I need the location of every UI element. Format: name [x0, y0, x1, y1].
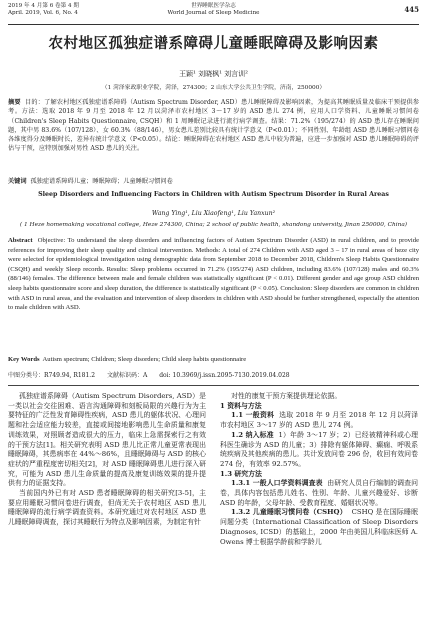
paragraph-1-2: [220, 431, 418, 470]
text-1-3-1: 由研究人员自行编制的调查问卷，具体内容包括患儿姓名、性别、年龄、儿童兴趣爱好、诊断 ASD 的年龄，父母年龄、受教育程度、婚姻状况等。: [220, 479, 418, 507]
affiliation-en: ( 1 Heze homemaking vocational college, Heze 274300, China; 2 school of public health, shandong university, Jinan 250000, China): [19, 222, 408, 228]
keywords-cn: [8, 177, 419, 186]
keywords-en: [8, 355, 419, 365]
abstract-en: [8, 236, 419, 313]
journal-name-en: World Journal of Sleep Medicine: [167, 10, 260, 16]
paragraph-1-3-2: [220, 508, 418, 547]
abstract-en-label: Abstract: [8, 237, 33, 244]
authors-cn: 王颖¹ 刘晓枫¹ 刘言训²: [179, 70, 248, 78]
text-1-1: 选取 2018 年 9 月至 2018 年 12 月以菏泽市农村地区 3～17 岁的 ASD 患儿 274 例。: [220, 411, 419, 430]
paragraph-1-1: [220, 411, 418, 430]
issue-cn: 2019 年 4 月第 6 卷第 4 期: [8, 3, 79, 9]
article-title-cn: 农村地区孤独症谱系障碍儿童睡眠障碍及影响因素: [48, 35, 379, 52]
title-en-line: Sleep Disorders and Influencing Factors in Children with Autism Spectrum Disorder in Rural Areas: [38, 191, 389, 198]
section-heading-methods: 1 资料与方法: [220, 401, 262, 410]
paragraph-1-3-1: [220, 479, 418, 508]
doi: doi: 10.3969/j.issn.2095-7130.2019.04.028: [159, 372, 290, 379]
header-center: [8, 3, 419, 17]
clc-number: 中图分类号：R749.94, R181.2: [8, 372, 96, 379]
document-code: 文献标识码：A: [106, 372, 148, 379]
article-meta: [8, 371, 419, 380]
abstract-en-text: Objective: To understand the sleep disorders and influencing factors of Autism Spectrum Disorder (ASD) in rural children, and to provide references for improving their sleep quality and clinical intervention. Methods: A total of 274 Children with ASD aged 3 – 17 in rural areas of heze city were selected for epidemiological investigation using demographic data from September 2018 to December 2018, Children's Sleep Habits Questionnaire (CSQH) and weekly Sleep records. Results: Sleep problems occurred in 71.2% (195/274) ASD children, including 83.6% (107/128) males and 60.3% (88/146) females. The difference between male and female children was statistically significant (P < 0.01). Different gender and age group ASD children sleep habits questionnaire score and sleep duration, the difference is statistically significant (P < 0.05). Conclusion: Sleep disorders are common in children with ASD in rural areas, and the evaluation and intervention of sleep disorders in children with ASD should be further strengthened, especially the attention to male children with ASD.: [8, 237, 419, 312]
keywords-en-label: Key Words: [8, 356, 40, 363]
body-column-left: [8, 392, 206, 528]
affiliation-cn: （1 菏泽家政职业学院，菏泽，274300；2 山东大学公共卫生学院，济南，250000）: [101, 85, 326, 91]
subheading-1-3-2: 1.3.2 儿童睡眠习惯问卷（CSHQ）: [231, 508, 347, 517]
issue-en: April. 2019, Vol. 6, No. 4: [8, 10, 78, 16]
page-number: 445: [404, 5, 419, 14]
journal-header: [8, 2, 419, 25]
keywords-cn-text: 孤独症谱系障碍儿童；睡眠障碍；儿童睡眠习惯问卷: [30, 178, 173, 185]
authors-en: Wang Ying¹, Liu Xiaofeng¹, Liu Yanxun²: [151, 210, 276, 217]
subheading-1-3-1: 1.3.1 一般人口学资料调查表: [231, 479, 323, 488]
article-title-en: [0, 190, 427, 199]
subheading-1-1: 1.1 一般资料: [231, 411, 275, 420]
abstract-cn-text: 目的：了解农村地区孤独症谱系障碍（Autism Spectrum Disorder, ASD）患儿睡眠障碍及影响因素，为提高其睡眠质量及临床干预提供参考。方法：选取 2018 年 9 月至 2018 年 12 月以菏泽市农村地区 3～17 岁的 ASD 患儿 274 例，应用人口学资料、儿童睡眠习惯问卷（Children's Sleep Habits Questionnaire, CSQH）和 1 周睡眠记录进行流行病学调查。结果：71.2%（195/274）的 ASD 患儿存在睡眠问题，其中男 83.6%（107/128）、女 60.3%（88/146），男女患儿差别比较具有统计学意义（P<0.01）；不同性别、年龄组 ASD 患儿睡眠习惯问卷各维度得分及睡眠时长，差异有统计学意义（P<0.05）。结论：睡眠障碍在农村地区 ASD 患儿中较为普遍，应进一步加强对 ASD 患儿睡眠障碍的评估与干预，应特别加强对男性 ASD 患儿的关注。: [8, 99, 420, 153]
paragraph-intro-1: 孤独症谱系障碍（Autism Spectrum Disorders, ASD）是一类以社会交往困难、语言沟通障碍和刻板局限的兴趣行为为主要特征的广泛性发育障碍性疾病，ASD 患儿的躯体状况、心理问题和社会适应能力较差，直接或间接地影响患儿生命质量和康复训练效果，对照顾者造成很大的压力，临床上急需探索行之有效的干预方法[1]。相关研究表明 ASD 患儿比正常儿童更常表现出睡眠障碍，其患病率在 44%～86%，且睡眠障碍与 ASD 的核心症状的严重程度密切相关[2]，对 ASD 睡眠障碍患儿进行深入研究，可能为 ASD 患儿生命质量的提高及康复训练效果的提升提供有力的证据支持。: [8, 392, 206, 488]
paragraph-intro-2: 当前国内外已有对 ASD 患者睡眠障碍的相关研究[3-5]，主要应用睡眠习惯问卷进行调查，但尚无关于农村地区 ASD 患儿睡眠障碍的流行病学调查资料。本研究通过对农村地区 ASD 患儿睡眠障碍调查，探讨其睡眠行为特点及影响因素，为制定有针: [8, 489, 206, 527]
keywords-en-text: Autism spectrum; Children; Sleep disorders; Child sleep habits questionnaire: [42, 356, 247, 363]
keywords-cn-label: 关键词: [8, 178, 27, 185]
journal-name-cn: 世界睡眠医学杂志: [191, 3, 236, 9]
abstract-cn-label: 摘要: [8, 99, 21, 106]
subheading-1-3: 1.3 研究方法: [220, 469, 262, 478]
divider: [8, 385, 419, 386]
text-1-3-2: CSHQ 是在国际睡眠问题分类（International Classification of Sleep Disorders Diagnoses, ICSD）的基础上，2000 年由美国儿科临床医师 A. Owens 博士根据学龄前和学龄儿: [220, 508, 418, 546]
paragraph-intro-end: 对性的康复干预方案提供理论依据。: [231, 392, 342, 400]
abstract-cn: [8, 98, 419, 154]
text-1-2: 1）年龄 3～17 岁；2）已经被精神科或心理科医生确诊为 ASD 的儿童；3）排除有躯体障碍、癫痫、呼吸系统疾病及其他疾病的患儿。共计发放问卷 296 份，收回有效问卷 274 份，有效率 92.57%。: [220, 430, 418, 468]
subheading-1-2: 1.2 纳入标准: [231, 430, 274, 439]
body-column-right: [220, 392, 418, 547]
